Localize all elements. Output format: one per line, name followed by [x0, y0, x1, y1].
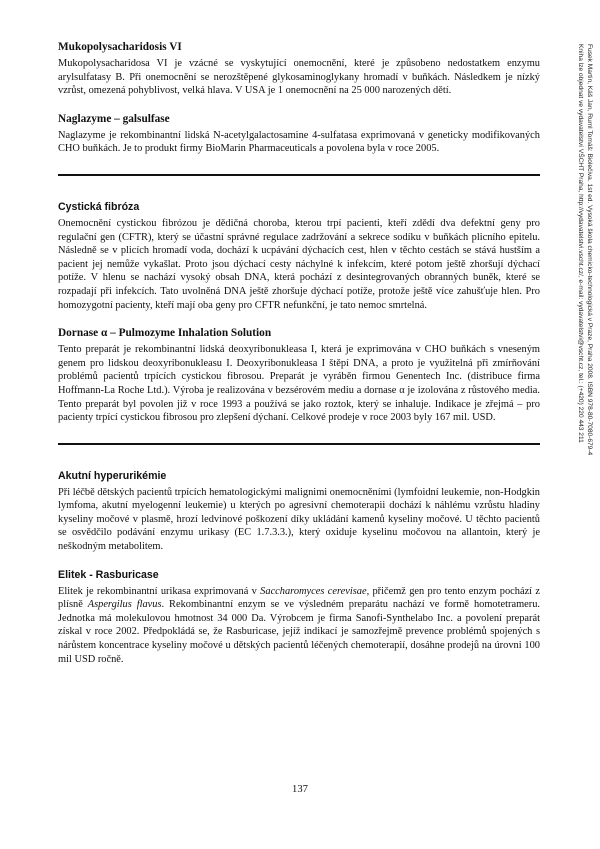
citation-line: Kniha lze objednat ve vydavatelství VŠCHT Praha, http://vydavatelstvi.vscht.cz/, e-mail: vydavatelstvi@vscht.cz, tel.: (+420) 220 443 211 — [577, 44, 584, 443]
section-paragraph: Mukopolysacharidosa VI je vzácné se vyskytující onemocnění, které je způsobeno nedostatkem enzymu arylsulfatasy B. Při onemocnění se nerozštěpené glykosaminoglykany hromadí v buňkách. Následkem je nízký vzrůst, omezená pohyblivost, velká hlava. V USA je 1 onemocnění na 25 000 narozených dětí. — [58, 58, 540, 97]
section-heading: Mukopolysacharidosis VI — [58, 41, 182, 53]
paragraph-text: Elitek je rekombinantní urikasa exprimovaná v — [58, 585, 261, 597]
section-paragraph: Naglazyme je rekombinantní lidská N-acetylgalactosamine 4-sulfatasa exprimovaná v geneticky modifikovaných CHO buňkách. Je to produkt firmy BioMarin Pharmaceuticals a povolena byla v roce 2005. — [58, 129, 540, 155]
section-heading: Naglazyme – galsulfase — [58, 112, 170, 125]
section-heading: Cystická fibróza — [58, 200, 140, 213]
section-paragraph: Onemocnění cystickou fibrózou je dědičná choroba, kterou trpí pacienti, kteří zdědí dva defektní geny pro regulační gen (CFTR), který se účastní správné regulace zadržování a sekrece sodíku v buňkách plicního epitelu. Následně se v plicích hromadí voda, dochází k ucpávání dýchacích cest, hlen v těchto cestách se stává hustším a pacient jej nemůže vykašlat. Proto jsou dýchací cesty náchylné k infekcím, které potom ještě zhoršují dýchací potíže. V hlenu se nachází vysoký obsah DNA, která pochází z desintegrovaných obranných buněk, které se rozpadají při infekcích. Tato uvolněná DNA ještě zhoršuje dýchací potíže, protože ještě více zahušťuje hlen. Pro homozygotní pacienty, kteří mají oba geny pro CFTR nefunkční, je tato nemoc smrtelná. — [58, 217, 540, 311]
section-paragraph: Tento preparát je rekombinantní lidská deoxyribonukleasa I, která je exprimována v CHO buňkách s vneseným genem pro lidskou deoxyribonukleasu I. Deoxyribonukleasa I štěpí DNA, a proto je využitelná při zmírňování problémů pacientů trpících cystickou fibrosou. Preparát je vyráběn firmou Genentech Inc. (distribuce firma Hoffmann-La Roche Ltd.). Výroba je realizována v bezsérovém mediu a dornase α je izolována z růstového media. Tento preparát byl povolen již v roce 1993 a používá se jako roztok, který se inhaluje. Indikace je zřejmá – pro pacienty trpící cystickou fibrosou pro zlepšení dýchaní. Celkové prodeje v roce 2003 byly 167 mil. USD. — [58, 344, 540, 424]
margin-citation — [570, 44, 600, 604]
section-naglazyme — [58, 112, 540, 156]
section-heading: Akutní hyperurikémie — [58, 469, 167, 482]
section-paragraph — [58, 585, 540, 667]
section-hyperuricemia — [58, 469, 540, 554]
citation-line: Fusek Martin, Káš Jan, Ruml Tomáš: Biolečiva. 1st ed. Vysoká škola chemicko-technologická v Praze, Praha 2008. ISBN 978-80-7080-679-4 — [586, 44, 593, 456]
section-elitek — [58, 568, 540, 667]
paragraph-text: . Rekombinantní enzym se ve výsledném preparátu nachází ve formě homotetrameru. Jednotka má molekulovou hmotnost 34 000 Da. Výrobcem je firma Sanofi-Synthelabo Inc. a povolení preparát získal v roce 2002. Předpokládá se, že Rasburicase, jejíž indikací je samozřejmě prevence problémů spojených s nárůstem koncentrace kyseliny močové u dětských pacientů léčených chemoterapií, dosáhne prodejů na úrovni 100 mil USD ročně. — [58, 599, 541, 665]
page-content — [58, 40, 540, 680]
organism-name: Saccharomyces cerevisae — [260, 585, 367, 597]
section-mps-vi — [58, 40, 540, 98]
section-dornase — [58, 326, 540, 425]
section-heading: Dornase α – Pulmozyme Inhalation Solution — [58, 327, 272, 340]
section-heading: Elitek - Rasburicase — [58, 568, 159, 581]
section-paragraph: Při léčbě dětských pacientů trpících hematologickými malignimi onemocněními (lymfoidní leukemie, non-Hodgkin lymfoma, akutní myelogenní leukemie) u kterých po agresivní chemoterapii dochází k náhlému vzrůstu hladiny kyseliny močové v plasmě, hrozí ledvinové poškození díky ukládání kamenů kyseliny močové. U těchto pacientů se osvědčilo podávání enzymu urikasy (EC 1.7.3.3.), který oxiduje kyselinu močovou na allantoin, který je neškodným metabolitem. — [58, 486, 540, 553]
paragraph-text: , přičemž gen pro tento enzym pochází z plísně — [58, 585, 540, 611]
section-divider — [58, 443, 540, 445]
citation-text — [576, 44, 594, 455]
page-number: 137 — [292, 784, 308, 795]
section-cystic-fibrosis — [58, 200, 540, 312]
section-divider — [58, 174, 540, 176]
organism-name: Aspergilus flavus — [87, 599, 162, 611]
